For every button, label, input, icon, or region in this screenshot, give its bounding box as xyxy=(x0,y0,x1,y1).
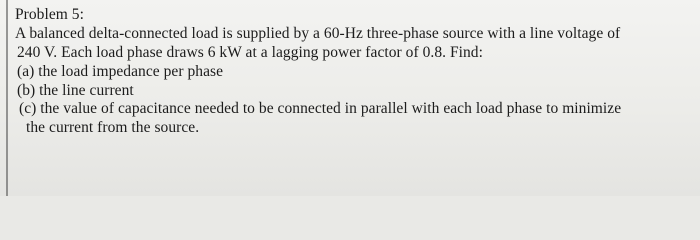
problem-statement-line-1: A balanced delta-connected load is supplied by a 60-Hz three-phase source with a line voltage of xyxy=(15,25,621,42)
problem-statement-line-2: 240 V. Each load phase draws 6 kW at a lagging power factor of 0.8. Find: xyxy=(17,44,483,61)
left-edge-divider xyxy=(6,0,8,196)
part-c: (c) the value of capacitance needed to be connected in parallel with each load phase to minimize xyxy=(19,100,622,117)
part-c-continuation: the current from the source. xyxy=(26,119,200,136)
problem-heading: Problem 5: xyxy=(15,6,84,23)
part-a: (a) the load impedance per phase xyxy=(17,63,224,80)
part-b: (b) the line current xyxy=(17,82,134,99)
